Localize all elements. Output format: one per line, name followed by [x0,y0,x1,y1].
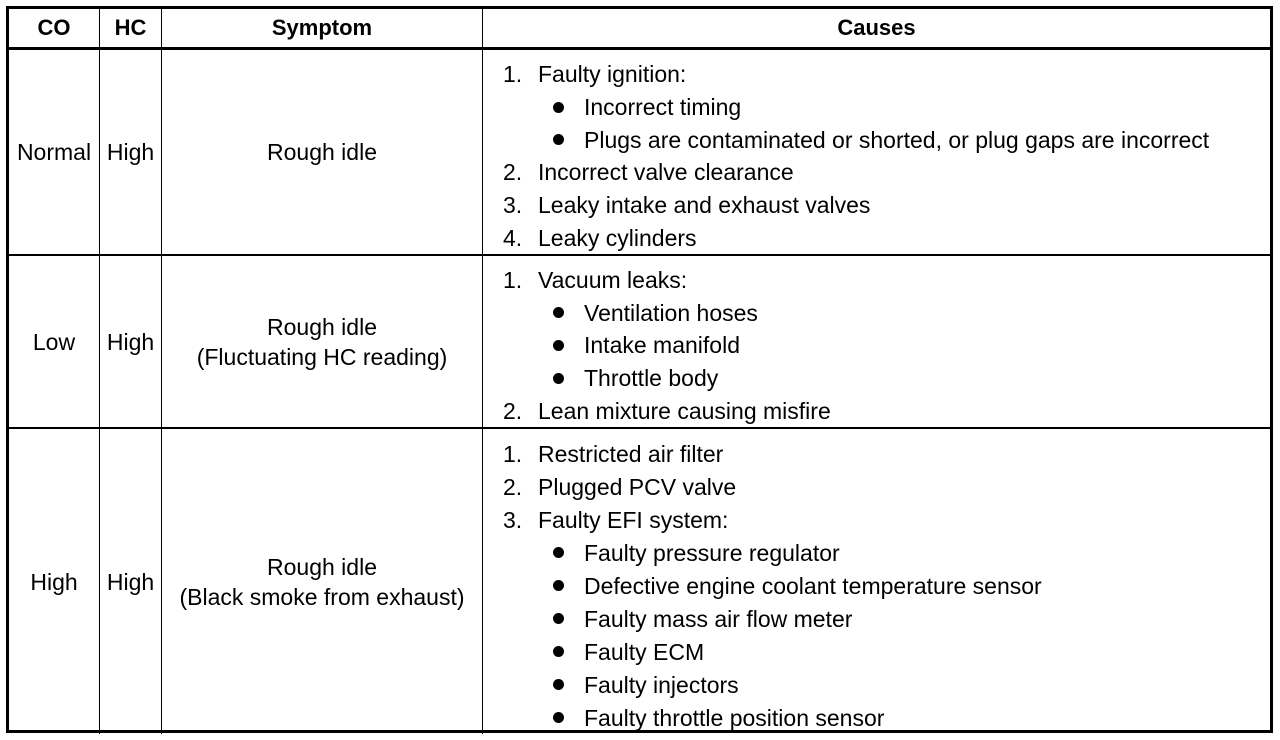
symptom-text [267,137,377,167]
row-2-co: Low [9,256,100,429]
cause-text: Vacuum leaks: [538,267,688,294]
bullet-icon [553,547,564,558]
row-2-causes [483,256,1270,429]
sub-cause-item [503,123,1209,156]
row-3-co: High [9,429,100,734]
cause-number: 4. [503,224,523,251]
sub-cause-text: Intake manifold [584,332,740,359]
bullet-icon [553,340,564,351]
bullet-icon [553,134,564,145]
bullet-icon [553,102,564,113]
cause-text: Leaky cylinders [538,224,697,251]
diagnosis-table [6,6,1273,733]
symptom-line: (Fluctuating HC reading) [196,343,448,370]
header-hc: HC [100,9,162,50]
sub-cause-item [503,701,884,734]
sub-cause-text: Faulty mass air flow meter [584,605,853,632]
sub-cause-text: Faulty injectors [584,671,739,698]
symptom-line: (Black smoke from exhaust) [179,583,465,610]
symptom-text [179,552,464,612]
sub-cause-item [503,602,852,635]
row-1-hc: High [100,50,162,256]
sub-cause-item [503,635,704,668]
sub-cause-text: Throttle body [584,365,719,392]
sub-cause-text: Ventilation hoses [584,299,758,326]
sub-cause-text: Faulty ECM [584,638,705,665]
header-causes: Causes [483,9,1270,50]
cause-text: Leaky intake and exhaust valves [538,192,871,219]
sub-cause-text: Faulty pressure regulator [584,539,840,566]
cause-number: 1. [503,440,523,467]
sub-cause-item [503,297,758,330]
cause-number: 1. [503,61,523,88]
cause-item [503,394,831,427]
bullet-icon [553,679,564,690]
sub-cause-item [503,668,739,701]
cause-number: 2. [503,473,523,500]
row-1-causes [483,50,1270,256]
cause-item [503,221,697,254]
bullet-icon [553,712,564,723]
sub-cause-item [503,329,740,362]
header-co: CO [9,9,100,50]
sub-cause-text: Defective engine coolant temperature sensor [584,572,1042,599]
bullet-icon [553,307,564,318]
bullet-icon [553,646,564,657]
cause-item [503,189,870,222]
cause-text: Incorrect valve clearance [538,159,794,186]
bullet-icon [553,373,564,384]
symptom-line: Rough idle [267,313,377,340]
symptom-line: Rough idle [267,139,377,165]
cause-number: 2. [503,397,523,424]
cause-text: Faulty EFI system: [538,506,729,533]
row-1-co: Normal [9,50,100,256]
sub-cause-item [503,91,741,124]
sub-cause-text: Plugs are contaminated or shorted, or plug gaps are incorrect [584,126,1210,153]
cause-text: Lean mixture causing misfire [538,397,831,424]
sub-cause-item [503,569,1042,602]
row-3-causes [483,429,1270,734]
bullet-icon [553,613,564,624]
cause-item [503,470,736,503]
cause-item [503,264,687,297]
cause-number: 1. [503,267,523,294]
cause-number: 2. [503,159,523,186]
symptom-text [197,312,448,372]
cause-item [503,156,794,189]
bullet-icon [553,580,564,591]
row-3-symptom [162,429,483,734]
sub-cause-item [503,362,718,395]
cause-number: 3. [503,192,523,219]
row-2-symptom [162,256,483,429]
sub-cause-text: Incorrect timing [584,94,742,120]
cause-number: 3. [503,506,523,533]
sub-cause-text: Faulty throttle position sensor [584,704,885,731]
cause-item [503,437,723,470]
cause-text: Restricted air filter [538,440,724,467]
cause-text: Faulty ignition: [538,61,687,88]
row-2-hc: High [100,256,162,429]
header-symptom: Symptom [162,9,483,50]
cause-item [503,58,686,91]
row-1-symptom [162,50,483,256]
sub-cause-item [503,536,840,569]
row-3-hc: High [100,429,162,734]
cause-text: Plugged PCV valve [538,473,737,500]
symptom-line: Rough idle [267,553,377,580]
cause-item [503,503,728,536]
